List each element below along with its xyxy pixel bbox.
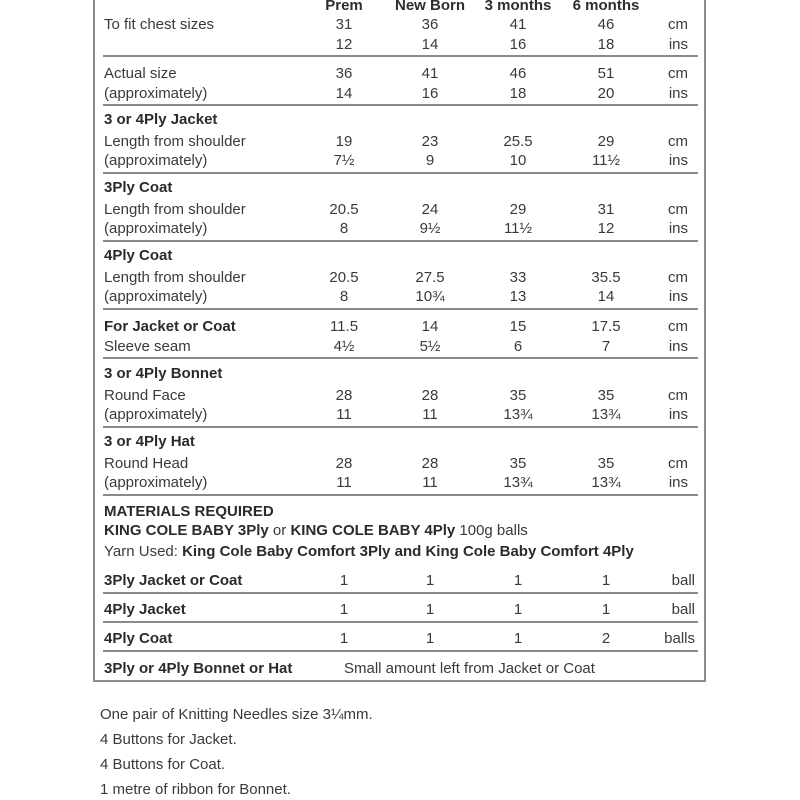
size-value-cell: 10 xyxy=(509,152,527,169)
size-value-cell: 24 xyxy=(421,200,439,218)
unit-label: cm xyxy=(668,132,688,150)
section-divider xyxy=(103,172,698,174)
size-value-cell: 12 xyxy=(335,35,353,53)
size-value-cell: 7½ xyxy=(333,152,355,169)
unit-label: ins xyxy=(668,152,688,169)
size-value-cell: 11.5 xyxy=(329,318,359,335)
size-value-cell: 10¾ xyxy=(415,288,445,305)
material-quantity-cell: 1 xyxy=(425,630,435,647)
unit-label: ins xyxy=(668,337,688,355)
section-heading: 3 or 4Ply Bonnet xyxy=(104,365,223,382)
section-divider xyxy=(103,357,698,359)
size-value-cell: 13¾ xyxy=(503,474,533,491)
section-divider xyxy=(103,55,698,57)
row-label: (approximately) xyxy=(104,220,208,237)
section-divider xyxy=(103,104,698,106)
section-heading: 3 or 4Ply Jacket xyxy=(104,111,218,128)
unit-label: cm xyxy=(668,65,688,82)
unit-label: cm xyxy=(668,386,688,404)
size-value-cell: 20 xyxy=(597,84,615,102)
size-value-cell: 11 xyxy=(422,406,438,423)
unit-label: ins xyxy=(668,84,688,102)
size-value-cell: 20.5 xyxy=(329,200,359,218)
size-value-cell: 29 xyxy=(597,132,615,150)
unit-label: ins xyxy=(668,288,688,305)
size-value-cell: 13 xyxy=(509,288,527,305)
size-value-cell: 12 xyxy=(597,220,615,237)
extra-item-jacket-buttons: 4 Buttons for Jacket. xyxy=(100,731,237,748)
size-value-cell: 13¾ xyxy=(591,474,621,491)
section-divider xyxy=(103,240,698,242)
unit-label: cm xyxy=(668,16,688,33)
size-value-cell: 14 xyxy=(335,84,353,102)
row-label: Sleeve seam xyxy=(104,337,191,355)
size-value-cell: 11 xyxy=(336,474,352,491)
yarn-used-value: King Cole Baby Comfort 3Ply and King Cole Baby Comfort 4Ply xyxy=(182,543,634,560)
section-divider xyxy=(103,308,698,310)
size-value-cell: 28 xyxy=(335,386,353,404)
material-unit-label: ball xyxy=(671,601,695,618)
size-value-cell: 36 xyxy=(421,16,439,33)
row-label: (approximately) xyxy=(104,84,208,102)
size-value-cell: 5½ xyxy=(419,337,441,355)
size-value-cell: 25.5 xyxy=(503,132,533,150)
yarn-used-prefix: Yarn Used: xyxy=(104,543,183,560)
row-label: Round Head xyxy=(104,454,189,472)
material-quantity-cell: 2 xyxy=(601,630,611,647)
size-value-cell: 23 xyxy=(421,132,439,150)
row-label: (approximately) xyxy=(104,152,208,169)
materials-heading: MATERIALS REQUIRED xyxy=(104,503,274,520)
unit-label: cm xyxy=(668,200,688,218)
size-value-cell: 11½ xyxy=(591,152,621,169)
size-value-cell: 19 xyxy=(335,132,353,150)
size-value-cell: 41 xyxy=(509,16,527,33)
column-header-3-months: 3 months xyxy=(484,0,552,14)
size-value-cell: 31 xyxy=(597,200,615,218)
size-value-cell: 46 xyxy=(597,16,615,33)
unit-label: ins xyxy=(668,35,688,53)
unit-label: cm xyxy=(668,454,688,472)
row-label: (approximately) xyxy=(104,288,208,305)
yarn-line xyxy=(104,521,528,540)
size-value-cell: 51 xyxy=(597,65,615,82)
size-value-cell: 27.5 xyxy=(415,268,445,286)
unit-label: ins xyxy=(668,406,688,423)
size-value-cell: 13¾ xyxy=(591,406,621,423)
extra-item-needles: One pair of Knitting Needles size 3¼mm. xyxy=(100,706,373,723)
section-heading: 3 or 4Ply Hat xyxy=(104,433,195,450)
size-value-cell: 36 xyxy=(335,65,353,82)
unit-label: ins xyxy=(668,220,688,237)
section-heading: 3Ply Coat xyxy=(104,179,173,196)
unit-label: cm xyxy=(668,318,688,335)
yarn-option-4ply: KING COLE BABY 4Ply xyxy=(290,522,456,539)
row-label: Round Face xyxy=(104,386,186,404)
material-row-divider xyxy=(103,650,698,652)
size-value-cell: 6 xyxy=(513,337,523,355)
material-row-divider xyxy=(103,621,698,623)
size-value-cell: 9½ xyxy=(419,220,441,237)
column-header-prem: Prem xyxy=(325,0,363,14)
material-quantity-cell: 1 xyxy=(601,572,611,589)
size-value-cell: 8 xyxy=(339,220,349,237)
size-value-cell: 20.5 xyxy=(329,268,359,286)
size-value-cell: 41 xyxy=(421,65,439,82)
material-quantity-cell: 1 xyxy=(425,572,435,589)
bonnet-hat-materials-label: 3Ply or 4Ply Bonnet or Hat xyxy=(104,660,293,677)
row-label: Length from shoulder xyxy=(104,268,246,286)
size-value-cell: 14 xyxy=(597,288,615,305)
yarn-option-3ply: KING COLE BABY 3Ply xyxy=(104,522,269,539)
material-quantity-cell: 1 xyxy=(513,630,523,647)
bonnet-hat-materials-note: Small amount left from Jacket or Coat xyxy=(344,660,595,677)
row-label: (approximately) xyxy=(104,406,208,423)
size-value-cell: 16 xyxy=(421,84,439,102)
size-value-cell: 8 xyxy=(339,288,349,305)
size-value-cell: 46 xyxy=(509,65,527,82)
size-value-cell: 9 xyxy=(425,152,435,169)
size-value-cell: 15 xyxy=(509,318,527,335)
size-value-cell: 11 xyxy=(336,406,352,423)
material-unit-label: balls xyxy=(664,630,695,647)
size-value-cell: 28 xyxy=(421,454,439,472)
extra-item-coat-buttons: 4 Buttons for Coat. xyxy=(100,756,226,773)
size-value-cell: 35 xyxy=(597,454,615,472)
section-divider xyxy=(103,426,698,428)
material-row-label: 4Ply Jacket xyxy=(104,601,186,618)
column-header-new-born: New Born xyxy=(394,0,465,14)
material-quantity-cell: 1 xyxy=(513,572,523,589)
material-quantity-cell: 1 xyxy=(339,572,349,589)
size-value-cell: 18 xyxy=(597,35,615,53)
size-value-cell: 33 xyxy=(509,268,527,286)
size-value-cell: 18 xyxy=(509,84,527,102)
size-value-cell: 35.5 xyxy=(591,268,621,286)
size-value-cell: 35 xyxy=(509,454,527,472)
yarn-or-text: or xyxy=(268,522,291,539)
material-quantity-cell: 1 xyxy=(513,601,523,618)
material-quantity-cell: 1 xyxy=(339,630,349,647)
unit-label: ins xyxy=(668,474,688,491)
extra-item-ribbon: 1 metre of ribbon for Bonnet. xyxy=(100,781,291,798)
yarn-used-line xyxy=(104,542,634,561)
size-value-cell: 4½ xyxy=(333,337,355,355)
section-heading: 4Ply Coat xyxy=(104,247,173,264)
material-unit-label: ball xyxy=(671,572,695,589)
size-value-cell: 16 xyxy=(509,35,527,53)
row-label: Length from shoulder xyxy=(104,200,246,218)
size-value-cell: 35 xyxy=(597,386,615,404)
size-value-cell: 28 xyxy=(421,386,439,404)
size-value-cell: 11½ xyxy=(503,220,533,237)
material-quantity-cell: 1 xyxy=(339,601,349,618)
column-header-6-months: 6 months xyxy=(572,0,640,14)
material-row-label: 3Ply Jacket or Coat xyxy=(104,572,243,589)
size-value-cell: 29 xyxy=(509,200,527,218)
row-label: (approximately) xyxy=(104,474,208,491)
size-value-cell: 31 xyxy=(335,16,353,33)
material-row-divider xyxy=(103,592,698,594)
size-value-cell: 28 xyxy=(335,454,353,472)
row-label: Length from shoulder xyxy=(104,132,246,150)
size-value-cell: 35 xyxy=(509,386,527,404)
size-value-cell: 14 xyxy=(421,318,439,335)
row-label: For Jacket or Coat xyxy=(104,318,236,335)
size-value-cell: 13¾ xyxy=(503,406,533,423)
yarn-ball-size: 100g balls xyxy=(455,522,528,539)
material-quantity-cell: 1 xyxy=(601,601,611,618)
size-value-cell: 14 xyxy=(421,35,439,53)
material-quantity-cell: 1 xyxy=(425,601,435,618)
material-row-label: 4Ply Coat xyxy=(104,630,173,647)
row-label: To fit chest sizes xyxy=(104,16,215,33)
section-divider xyxy=(103,494,698,496)
row-label: Actual size xyxy=(104,65,177,82)
size-value-cell: 11 xyxy=(422,474,438,491)
unit-label: cm xyxy=(668,268,688,286)
size-value-cell: 7 xyxy=(601,337,611,355)
size-value-cell: 17.5 xyxy=(591,318,621,335)
